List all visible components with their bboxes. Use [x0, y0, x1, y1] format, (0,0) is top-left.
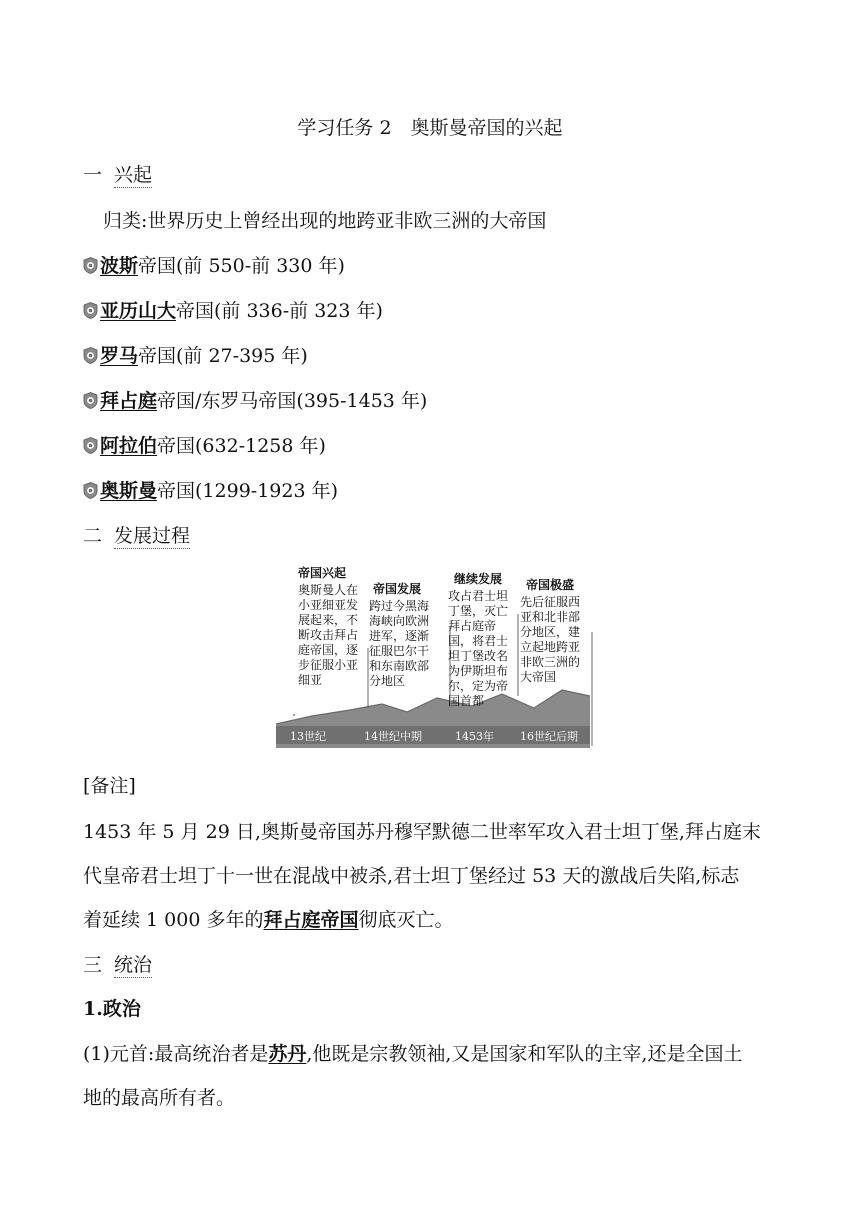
empire-item-ottoman — [83, 476, 338, 503]
empire-name: 亚历山大 — [100, 300, 177, 322]
section-label: 统治 — [114, 954, 153, 976]
empire-name: 波斯 — [100, 255, 139, 277]
note-emphasis: 拜占庭帝国 — [263, 909, 359, 931]
empire-name: 罗马 — [100, 345, 139, 367]
timeline-label: 16世纪后期 — [520, 730, 578, 743]
section-heading-rule — [83, 950, 152, 977]
section-heading-development — [83, 521, 190, 548]
timeline-stage-peak — [520, 578, 598, 685]
politics-text: ,他既是宗教领袖,又是国家和军队的主宰,还是全国土 — [306, 1043, 743, 1065]
empire-period: 帝国(前 336-前 323 年) — [176, 300, 383, 322]
timeline-label: 1453年 — [455, 730, 494, 743]
development-timeline-figure — [272, 566, 597, 748]
politics-line-1 — [83, 1039, 742, 1066]
timeline-label: 14世纪中期 — [364, 730, 422, 743]
stage-heading: 帝国发展 — [373, 582, 422, 596]
empire-period: 帝国(前 27-395 年) — [138, 345, 308, 367]
shield-bullet-icon — [83, 257, 98, 274]
stage-text: 跨过今黑海海峡向欧洲进军，逐渐征服巴尔干和东南欧部分地区 — [369, 599, 430, 688]
section-heading-rise — [83, 160, 152, 187]
page-title: 学习任务 2 奥斯曼帝国的兴起 — [297, 117, 563, 139]
empire-item-alexander — [83, 296, 383, 323]
section-label: 兴起 — [114, 164, 153, 186]
note-text: 彻底灭亡。 — [358, 909, 454, 931]
empire-period: 帝国/东罗马帝国(395-1453 年) — [157, 390, 428, 412]
note-line-3 — [83, 905, 454, 932]
stage-heading: 继续发展 — [454, 572, 503, 586]
empire-item-persia — [83, 251, 345, 278]
empire-item-rome — [83, 341, 308, 368]
politics-heading: 1.政治 — [83, 998, 141, 1020]
shield-bullet-icon — [83, 482, 98, 499]
stage-text: 攻占君士坦丁堡，灭亡拜占庭帝国，将君士坦丁堡改名为伊斯坦布尔，定为帝国首都 — [448, 589, 509, 708]
section-label: 发展过程 — [114, 525, 191, 547]
empire-period: 帝国(1299-1923 年) — [157, 480, 339, 502]
empire-period: 帝国(前 550-前 330 年) — [138, 255, 345, 277]
shield-bullet-icon — [83, 392, 98, 409]
politics-text: (1)元首:最高统治者是 — [83, 1043, 269, 1065]
section-number: 二 — [83, 525, 103, 547]
section-number: 一 — [83, 164, 103, 186]
note-line-1: 1453 年 5 月 29 日,奥斯曼帝国苏丹穆罕默德二世率军攻入君士坦丁堡,拜占庭末 — [83, 821, 761, 843]
timeline-stage-continued — [448, 572, 526, 709]
stage-heading: 帝国极盛 — [526, 578, 575, 592]
politics-line-2: 地的最高所有者。 — [83, 1087, 236, 1109]
shield-bullet-icon — [83, 347, 98, 364]
empire-name: 阿拉伯 — [100, 435, 158, 457]
stage-heading: 帝国兴起 — [298, 566, 347, 580]
timeline-stage-development — [369, 582, 447, 689]
empire-name: 奥斯曼 — [100, 480, 158, 502]
stage-text: 奥斯曼人在小亚细亚发展起来，不断攻击拜占庭帝国，逐步征服小亚细亚 — [298, 583, 359, 687]
timeline-stage-rise — [298, 566, 376, 688]
classification-line: 归类:世界历史上曾经出现的地跨亚非欧三洲的大帝国 — [103, 210, 547, 232]
shield-bullet-icon — [83, 437, 98, 454]
note-text: 着延续 1 000 多年的 — [83, 909, 264, 931]
empire-item-byzantine — [83, 386, 427, 413]
note-label: [备注] — [83, 775, 136, 797]
empire-item-arab — [83, 431, 326, 458]
politics-emphasis: 苏丹 — [268, 1043, 307, 1065]
empire-period: 帝国(632-1258 年) — [157, 435, 326, 457]
note-line-2: 代皇帝君士坦丁十一世在混战中被杀,君士坦丁堡经过 53 天的激战后失陷,标志 — [83, 865, 740, 887]
stage-text: 先后征服西亚和北非部分地区，建立起地跨亚非欧三洲的大帝国 — [520, 595, 581, 684]
empire-name: 拜占庭 — [100, 390, 158, 412]
timeline-label: 13世纪 — [290, 730, 326, 743]
section-number: 三 — [83, 954, 103, 976]
shield-bullet-icon — [83, 302, 98, 319]
